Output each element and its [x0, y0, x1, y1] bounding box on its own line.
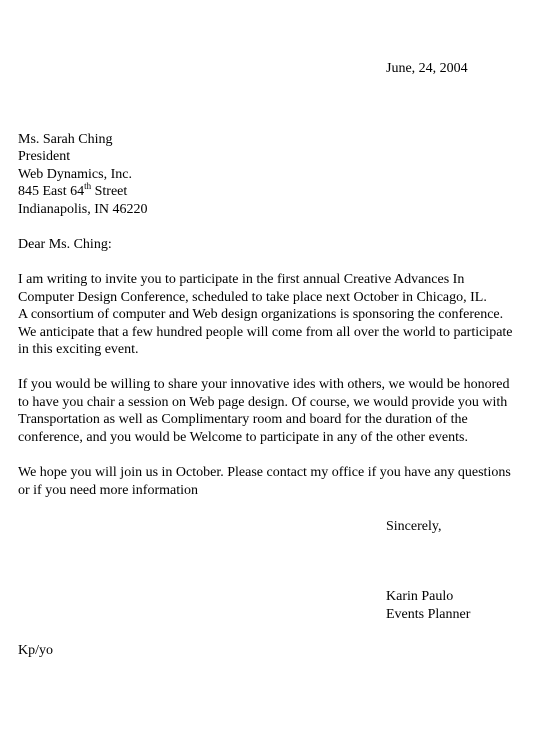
- body-paragraph-1: [18, 271, 538, 359]
- recipient-title: President: [18, 149, 71, 164]
- salutation: Dear Ms. Ching:: [18, 237, 112, 252]
- paragraph-line: or if you need more information: [18, 482, 199, 498]
- paragraph-line: We hope you will join us in October. Please contact my office if you have any questions: [18, 465, 511, 480]
- body-paragraph-2: [18, 376, 538, 446]
- letter-date: June, 24, 2004: [386, 61, 468, 76]
- street-name: Street: [91, 184, 128, 199]
- recipient-street: [18, 183, 127, 201]
- signature-title: Events Planner: [386, 607, 471, 622]
- body-paragraph-3: [18, 464, 538, 499]
- street-number: 845 East 64: [18, 184, 85, 199]
- paragraph-line: A consortium of computer and Web design organizations is sponsoring the conference.: [18, 307, 504, 323]
- paragraph-line: Computer Design Conference, scheduled to take place next October in Chicago, IL.: [18, 289, 487, 305]
- paragraph-line: conference, and you would be Welcome to participate in any of the other events.: [18, 429, 468, 445]
- recipient-city: Indianapolis, IN 46220: [18, 202, 148, 217]
- reference-initials: Kp/yo: [18, 643, 53, 658]
- paragraph-line: to have you chair a session on Web page design. Of course, we would provide you with: [18, 394, 508, 410]
- street-ordinal-suffix: th: [84, 181, 92, 191]
- recipient-company: Web Dynamics, Inc.: [18, 167, 132, 182]
- paragraph-line: in this exciting event.: [18, 342, 139, 358]
- recipient-name: Ms. Sarah Ching: [18, 132, 113, 147]
- paragraph-line: If you would be willing to share your innovative ides with others, we would be honored: [18, 377, 510, 392]
- paragraph-line: Transportation as well as Complimentary room and board for the duration of the: [18, 412, 468, 428]
- paragraph-line: We anticipate that a few hundred people will come from all over the world to participate: [18, 324, 513, 340]
- paragraph-line: I am writing to invite you to participate in the first annual Creative Advances In: [18, 272, 465, 287]
- complimentary-close: Sincerely,: [386, 519, 442, 534]
- signature-name: Karin Paulo: [386, 589, 454, 604]
